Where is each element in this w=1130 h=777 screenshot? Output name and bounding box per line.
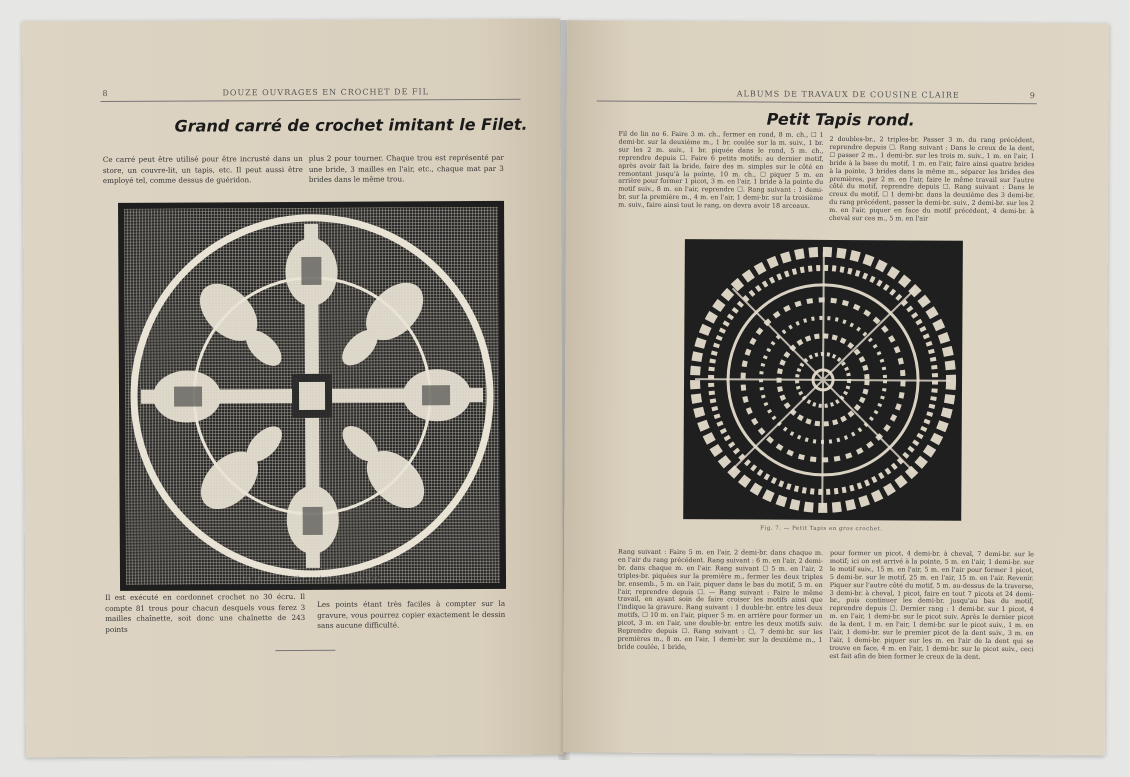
right-bottom-col1: Rang suivant : Faire 5 m. en l'air, 2 demi-br. dans chaque m. en l'air du rang précédent. Rang suivant : 6 m. en l'air, 2 demi-br. dans chaque m. en l'air. Rang suivant ☐ 5 m. en l'air, 2 triples-br. piquées sur la première m., fermer les deux triples br. ensemb., 5 m. en l'air, piquer dans le bas du motif, 5 m. en l'air, reprendre depuis ☐. — Rang suivant : Faire le même travail, en ayant soin de faire croiser les motifs ainsi que l'indique la gravure. Rang suivant : 1 double-br. entre les deux motifs, ☐ 10 m. en l'air, piquer 5 m. en arrière pour former un picot, 3 m. en l'air, une double-br. entre les deux motifs suiv. Reprendre depuis ☐. Rang suivant : ☐, 7 demi-br. sur les premières m., 8 m. en l'air, 1 demi-br. sur la deuxième m., 1 bride coulée, 1 bride, xyxy=(617,547,824,651)
left-bottom-col2: Les points étant très faciles à compter sur la gravure, vous pourrez copier exactement le dessin sans aucune difficulté. xyxy=(317,598,506,631)
left-page-title: Grand carré de crochet imitant le Filet. xyxy=(174,114,528,136)
right-bottom-col2: pour former un picot, 4 demi-br. à cheval, 7 demi-br. sur le motif; ici on est arrivé à la pointe, 5 m. en l'air, 1 demi-br. sur le motif suiv., 15 m. en l'air, 5 m. en l'air pour former 1 picot, 5 demi-br. sur le motif, 25 m. en l'air, 15 m. en l'air. Revenir. Piquer sur l'autre côté du motif, 5 m. au-dessus de la traverse, 3 demi-br. à cheval, 1 picot, faire en tout 7 picots et 24 demi-br., puis continuer les demi-br. jusqu'au bas du motif, reprendre depuis ☐. Dernier rang : 1 demi-br. sur 1 picot, 4 m. en l'air, 1 demi-br. sur le picot suiv. Après le dernier picot de la dent, 1 m. en l'air, 1 demi-br. sur le picot suiv., 1 m. en l'air, 1 demi-br. sur le premier picot de la dent suiv., 3 m. en l'air, 1 demi-br. piquer sur les m. en l'air de la dent qui se trouve en face, 4 m. en l'air, 1 demi-br. sur le picot suiv., ceci est fait afin de bien former le creux de la dent. xyxy=(829,548,1035,661)
left-page xyxy=(22,19,564,758)
right-running-header: ALBUMS DE TRAVAUX DE COUSINE CLAIRE xyxy=(736,89,960,100)
left-running-header: DOUZE OUVRAGES EN CROCHET DE FIL xyxy=(222,87,429,98)
right-page-title: Petit Tapis rond. xyxy=(766,109,915,130)
left-intro-col1: Ce carré peut être utilisé pour être incrusté dans un store, un couvre-lit, un tapis, etc. Il peut aussi être employé tel, comme dessus de guéridon. xyxy=(102,153,303,186)
left-bottom-col1: Il est exécuté en cordonnet crochet no 30 écru. Il compte 81 trous pour chacun desquels vous ferez 3 mailles chaînette, soit donc une chaînette de 243 points xyxy=(105,591,306,634)
right-top-col2: 2 doubles-br., 2 triples-br. Passer 3 m. du rang précédent, reprendre depuis ☐. Rang suivant : Dans le creux de la dent, ☐ passer 2 m., 1 demi-br. sur les trois m. suiv., 1 m. en l'air, 1 bride à la base du motif, 1 m. en l'air, faire ainsi quatre brides à la pointe, 3 brides dans la même m., séparer les brides des premières, par 2 m. en l'air, faire le même travail sur l'autre côté du motif, reprendre depuis ☐. Rang suivant : Dans le creux du motif, ☐ 1 demi-br. dans la deuxième des 3 demi-br. du rang précédent, passer la demi-br. suiv., 2 demi-br. sur les 2 m. en l'air, piquer en face du motif précédent, 4 demi-br. à cheval sur ces m., 5 m. en l'air xyxy=(829,134,1035,223)
figure-7-caption: Fig. 7. — Petit Tapis en gros crochet. xyxy=(760,525,883,533)
right-page-number: 9 xyxy=(1029,91,1036,101)
figure-7-round-doily xyxy=(683,239,963,521)
left-end-rule xyxy=(275,650,335,651)
figure-6-caption: Fig. 6. — Carré de crochet imitant le filet. xyxy=(242,575,383,583)
right-page xyxy=(563,20,1109,755)
figure-6-filet-square xyxy=(118,201,506,591)
right-header-rule xyxy=(597,101,1037,105)
round-doily-illustration xyxy=(683,239,963,521)
left-intro-col2: plus 2 pour tourner. Chaque trou est représenté par une bride, 3 mailles en l'air, etc., chaque mat par 3 brides dans le même trou. xyxy=(308,152,504,185)
right-top-col1: Fil de lin no 6. Faire 3 m. ch., fermer en rond, 8 m. ch., ☐ 1 demi-br. sur la deuxième m., 1 br. coulée sur la m. suiv., 1 br. sur les 2 m. suiv., 1 br. piquée dans le rond, 5 m. ch., reprendre depuis ☐. Faire 6 petits motifs; au dernier motif, après avoir fait la bride, faire des m. simples sur le côté en remontant jusqu'à la pointe, 10 m. ch., ☐ piquer 5 m. en arrière pour former 1 picot, 3 m. en l'air, 1 bride à la pointe du motif suiv., 8 m. en l'air, reprendre ☐. Rang suivant : 1 demi-br. sur la première m., 4 m. en l'air, 1 demi-br. sur la troisième m. suiv., faire ainsi tout le rang, on devra avoir 18 arceaux. xyxy=(618,129,824,210)
filet-square-illustration xyxy=(118,201,506,591)
left-page-number: 8 xyxy=(102,88,109,98)
left-header-rule xyxy=(100,99,520,102)
